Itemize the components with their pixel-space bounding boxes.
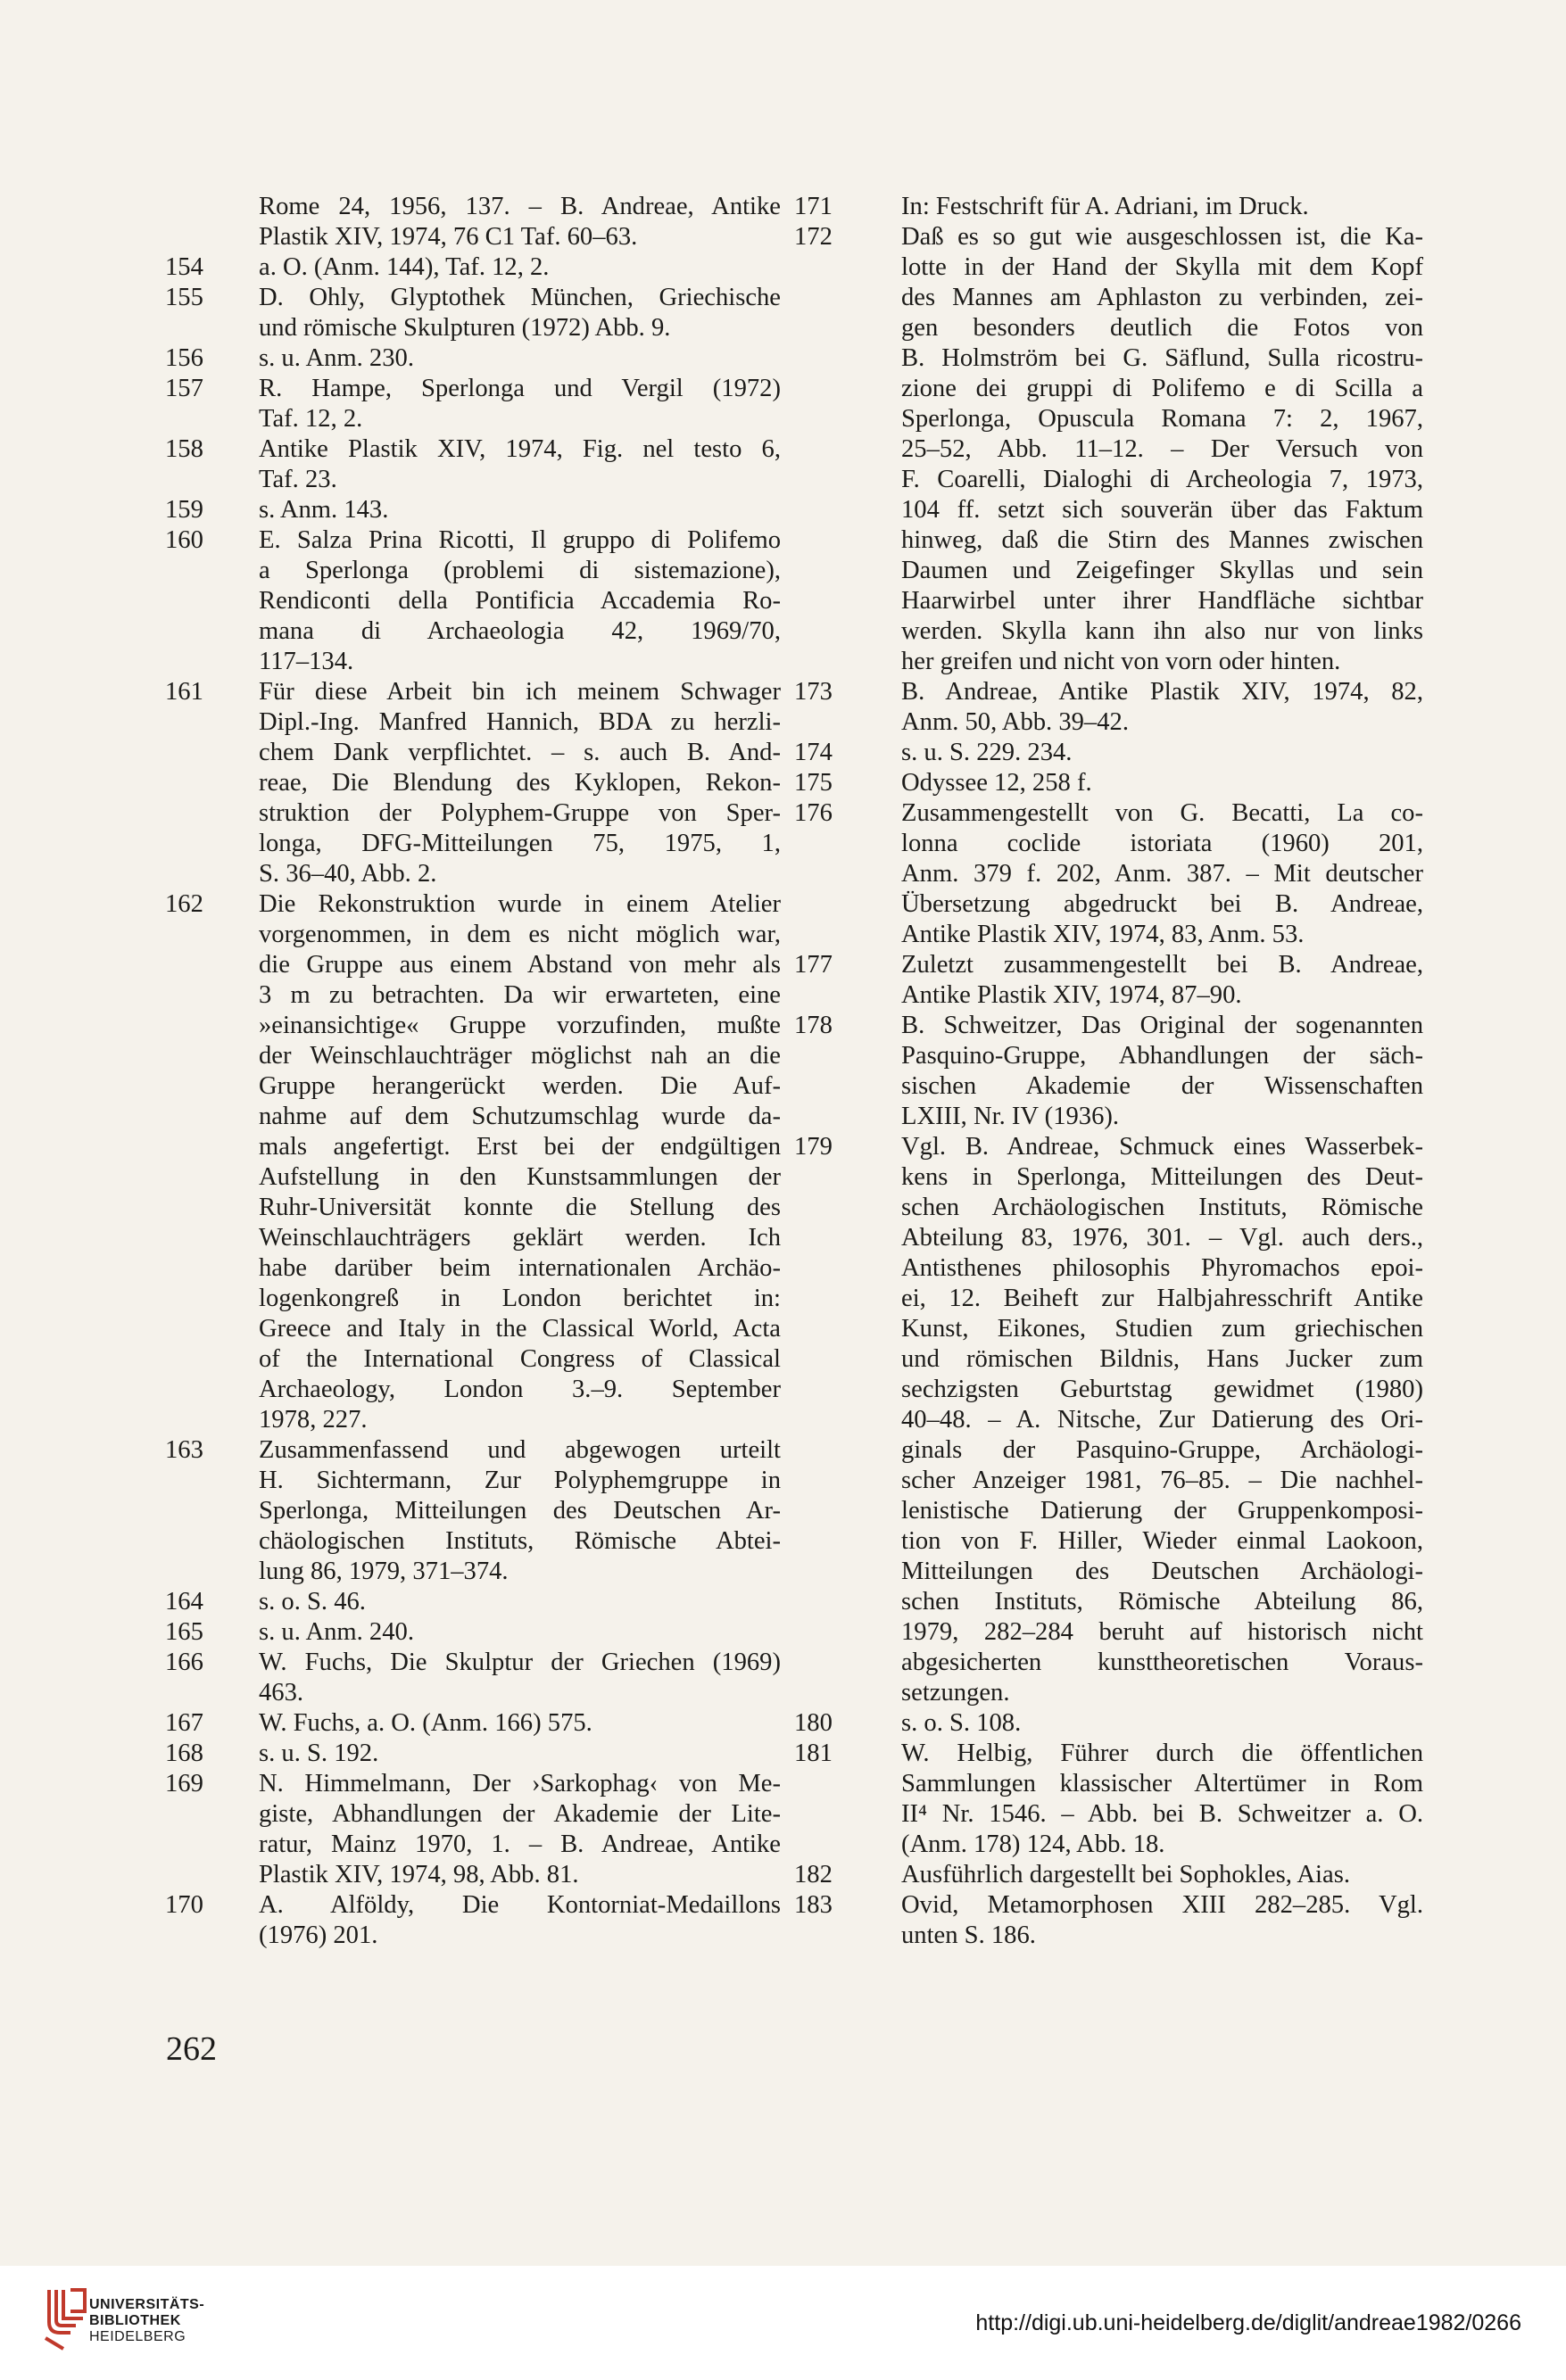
footnote-number: 165 [165,1618,203,1646]
ub-heidelberg-logo-icon [40,2286,90,2351]
footnote-text [901,798,1423,950]
footnote [794,1011,1423,1132]
footnote-text [901,1132,1423,1708]
footnote-number: 176 [794,799,833,827]
footnote-line: F. Coarelli, Dialoghi di Archeologia 7, 1973, [901,466,1423,493]
footnote-text [901,677,1423,738]
source-url[interactable]: http://digi.ub.uni-heidelberg.de/diglit/andreae1982/0266 [975,2310,1521,2335]
footnote-text [259,525,781,677]
footnote-line: Antike Plastik XIV, 1974, Fig. nel testo 6, [259,435,781,463]
footnote-line: tion von F. Hiller, Wieder einmal Laokoon, [901,1527,1423,1555]
library-line-1: UNIVERSITÄTS- [89,2297,205,2312]
footnote [794,1860,1423,1890]
footnote-line: Zuletzt zusammengestellt bei B. Andreae, [901,951,1423,979]
footnote-line: sechzigsten Geburtstag gewidmet (1980) [901,1376,1423,1403]
footnote-number: 157 [165,375,203,402]
footnote-line: ratur, Mainz 1970, 1. – B. Andreae, Antike [259,1830,781,1858]
footnote-number: 177 [794,951,833,979]
footnote [794,798,1423,950]
footnote-line: scher Anzeiger 1981, 76–85. – Die nachhel- [901,1467,1423,1494]
footnote-text [901,192,1423,222]
footnote-line: werden. Skylla kann ihn also nur von links [901,617,1423,645]
footnote-line: In: Festschrift für A. Adriani, im Druck. [901,193,1309,220]
footnote-number: 163 [165,1436,203,1464]
footnote-line: ginals der Pasquino-Gruppe, Archäologi- [901,1436,1423,1464]
footnote-line: Antike Plastik XIV, 1974, 87–90. [901,981,1242,1009]
footnote [165,525,781,677]
footnote [165,1890,781,1951]
footnote [794,222,1423,677]
footnote-line: struktion der Polyphem-Gruppe von Sper- [259,799,781,827]
footnote-line: a. O. (Anm. 144), Taf. 12, 2. [259,253,550,281]
footnote-line: schen Instituts, Römische Abteilung 86, [901,1588,1423,1616]
footnote [794,1890,1423,1951]
footnote [794,1132,1423,1708]
footnote-number: 172 [794,223,833,251]
footnote-text [259,677,781,889]
footnote-line: zione dei gruppi di Polifemo e di Scilla a [901,375,1423,402]
footnote-line: gen besonders deutlich die Fotos von [901,314,1423,342]
footnote-text [901,1011,1423,1132]
library-name [89,2297,204,2345]
footnote-line: vorgenommen, in dem es nicht möglich war, [259,921,781,948]
footnote-number: 181 [794,1740,833,1767]
footnote-line: Rome 24, 1956, 137. – B. Andreae, Antike [259,193,781,220]
footnote-line: Sammlungen klassischer Altertümer in Rom [901,1770,1423,1797]
footnote-text [259,1739,781,1769]
footnote-line: lotte in der Hand der Skylla mit dem Kopf [901,253,1423,281]
footnote-line: Archaeology, London 3.–9. September [259,1376,781,1403]
footnote [165,1708,781,1739]
footnote-line: B. Andreae, Antike Plastik XIV, 1974, 82, [901,678,1423,706]
footnote-line: hinweg, daß die Stirn des Mannes zwischen [901,526,1423,554]
footnote-line: Anm. 379 f. 202, Anm. 387. – Mit deutscher [901,860,1423,888]
footnote-line: lonna coclide istoriata (1960) 201, [901,830,1423,857]
footnote-line: Antisthenes philosophis Phyromachos epoi- [901,1254,1423,1282]
footnote-text [901,1739,1423,1860]
footnote [794,1739,1423,1860]
footnote-line: A. Alföldy, Die Kontorniat-Medaillons [259,1891,781,1919]
footnote-line: chäologischen Instituts, Römische Abtei- [259,1527,781,1555]
footnote-text [259,252,781,283]
footnote-line: Zusammengestellt von G. Becatti, La co- [901,799,1423,827]
footnote-line: chem Dank verpflichtet. – s. auch B. And- [259,739,781,766]
footnote-line: Abteilung 83, 1976, 301. – Vgl. auch ders., [901,1224,1423,1252]
footnote-line: D. Ohly, Glyptothek München, Griechische [259,284,781,311]
footnote-line: of the International Congress of Classical [259,1345,781,1373]
footnote [165,434,781,495]
footnote-text [901,1890,1423,1951]
footnote-line: W. Fuchs, a. O. (Anm. 166) 575. [259,1709,592,1737]
footnote-line: der Weinschlauchträger möglichst nah an die [259,1042,781,1070]
footnote-number: 175 [794,769,833,797]
footnote-line: s. Anm. 143. [259,496,389,524]
footnote-number: 179 [794,1133,833,1161]
footnote [794,677,1423,738]
footnote-text [259,192,781,252]
footnote-number: 158 [165,435,203,463]
footnote-line: logenkongreß in London berichtet in: [259,1285,781,1312]
footnote-number: 173 [794,678,833,706]
footnote-line: 104 ff. setzt sich souverän über das Faktum [901,496,1423,524]
footnote [165,192,781,252]
footnote [165,343,781,374]
footnote-number: 169 [165,1770,203,1797]
footnote-number: 154 [165,253,203,281]
footnote [165,1587,781,1617]
footnote-number: 155 [165,284,203,311]
footnote-line: setzungen. [901,1679,1010,1706]
footnote-line: giste, Abhandlungen der Akademie der Lite- [259,1800,781,1828]
footnote-line: Anm. 50, Abb. 39–42. [901,708,1129,736]
footnote-text [259,1708,781,1739]
footnote-line: II⁴ Nr. 1546. – Abb. bei B. Schweitzer a. O. [901,1800,1423,1828]
left-notes-column [165,192,781,1951]
footnote-line: Pasquino-Gruppe, Abhandlungen der säch- [901,1042,1423,1070]
footnote-text [901,738,1423,768]
footnote-line: und römischen Bildnis, Hans Jucker zum [901,1345,1423,1373]
footnote-text [901,1708,1423,1739]
footnote [165,1769,781,1890]
footnote [165,283,781,343]
footnote-text [259,1587,781,1617]
footnote-line: lenistische Datierung der Gruppenkomposi- [901,1497,1423,1525]
footnote-line: 117–134. [259,648,354,675]
page-number: 262 [166,2030,217,2068]
footnote-text [259,434,781,495]
footnote-text [259,889,781,1435]
footnote-number: 156 [165,344,203,372]
footnote-number: 161 [165,678,203,706]
footnote-line: s. u. Anm. 230. [259,344,414,372]
footnote-text [259,1769,781,1890]
footnote-line: longa, DFG-Mitteilungen 75, 1975, 1, [259,830,781,857]
footnote-line: Daumen und Zeigefinger Skyllas und sein [901,557,1423,584]
footnote [165,1648,781,1708]
footnote-line: Rendiconti della Pontificia Accademia Ro- [259,587,781,615]
footnote-line: Aufstellung in den Kunstsammlungen der [259,1163,781,1191]
footnote-line: W. Fuchs, Die Skulptur der Griechen (1969) [259,1649,781,1676]
footnote-number: 182 [794,1861,833,1888]
right-notes-column [794,192,1423,1951]
footnote-text [901,1860,1423,1890]
footnote-line: Weinschlauchträgers geklärt werden. Ich [259,1224,781,1252]
footnote-text [259,283,781,343]
footnote [794,192,1423,222]
footnote [165,677,781,889]
footnote-line: Plastik XIV, 1974, 98, Abb. 81. [259,1861,579,1888]
footnote-line: 1978, 227. [259,1406,368,1434]
footnote-line: Dipl.-Ing. Manfred Hannich, BDA zu herzli- [259,708,781,736]
footnote-line: kens in Sperlonga, Mitteilungen des Deut- [901,1163,1423,1191]
footnote-line: B. Holmström bei G. Säflund, Sulla ricostru- [901,344,1423,372]
footnote-line: 3 m zu betrachten. Da wir erwarteten, eine [259,981,781,1009]
footnote-number: 174 [794,739,833,766]
footnote-line: Daß es so gut wie ausgeschlossen ist, die Ka- [901,223,1423,251]
footnote-number: 178 [794,1012,833,1039]
footnote-line: habe darüber beim internationalen Archäo- [259,1254,781,1282]
footnote-line: a Sperlonga (problemi di sistemazione), [259,557,781,584]
library-line-3: HEIDELBERG [89,2329,186,2344]
footnote-line: Antike Plastik XIV, 1974, 83, Anm. 53. [901,921,1305,948]
footnote-number: 162 [165,890,203,918]
footnote-line: Sperlonga, Mitteilungen des Deutschen Ar- [259,1497,781,1525]
footnote-text [259,495,781,525]
footnote-line: s. o. S. 46. [259,1588,366,1616]
footnote-line: und römische Skulpturen (1972) Abb. 9. [259,314,671,342]
footnote-text [259,1435,781,1587]
footnote-line: Kunst, Eikones, Studien zum griechischen [901,1315,1423,1343]
footnote-line: s. u. S. 229. 234. [901,739,1073,766]
footnote-line: Ruhr-Universität konnte die Stellung des [259,1194,781,1221]
library-line-2: BIBLIOTHEK [89,2313,181,2328]
footnote-line: Taf. 23. [259,466,337,493]
footnote-line: E. Salza Prina Ricotti, Il gruppo di Polifemo [259,526,781,554]
footnote-line: Odyssee 12, 258 f. [901,769,1092,797]
footnote [165,889,781,1435]
footnote-line: die Gruppe aus einem Abstand von mehr als [259,951,781,979]
footnote-line: unten S. 186. [901,1921,1036,1949]
footnote-text [259,374,781,434]
footnote [794,768,1423,798]
footnote-line: W. Helbig, Führer durch die öffentlichen [901,1740,1423,1767]
footnote-text [901,950,1423,1011]
footnote-number: 160 [165,526,203,554]
footnote [794,950,1423,1011]
footnote [165,495,781,525]
footnote-number: 164 [165,1588,203,1616]
footnote [165,1435,781,1587]
footnote-line: abgesicherten kunsttheoretischen Voraus- [901,1649,1423,1676]
footnote-line: H. Sichtermann, Zur Polyphemgruppe in [259,1467,781,1494]
footnote-line: 1979, 282–284 beruht auf historisch nicht [901,1618,1423,1646]
footnote-line: s. o. S. 108. [901,1709,1022,1737]
footnote-number: 180 [794,1709,833,1737]
footnote-text [259,1890,781,1951]
footnote-text [259,1617,781,1648]
footnote-line: Für diese Arbeit bin ich meinem Schwager [259,678,781,706]
footnote-line: Taf. 12, 2. [259,405,363,433]
footnote-line: Ovid, Metamorphosen XIII 282–285. Vgl. [901,1891,1423,1919]
footnote-line: schen Archäologischen Instituts, Römische [901,1194,1423,1221]
footnote [794,738,1423,768]
footnote-line: Gruppe herangerückt werden. Die Auf- [259,1072,781,1100]
footnote-text [259,343,781,374]
footnote-line: Greece and Italy in the Classical World, Acta [259,1315,781,1343]
footnote-line: 25–52, Abb. 11–12. – Der Versuch von [901,435,1423,463]
footnote-line: 40–48. – A. Nitsche, Zur Datierung des Ori- [901,1406,1423,1434]
footnote-line: (1976) 201. [259,1921,378,1949]
footnote-line: reae, Die Blendung des Kyklopen, Rekon- [259,769,781,797]
footnote [794,1708,1423,1739]
footnote-line: Plastik XIV, 1974, 76 C1 Taf. 60–63. [259,223,638,251]
footnote-line: des Mannes am Aphlaston zu verbinden, zei- [901,284,1423,311]
footnote-line: s. u. Anm. 240. [259,1618,414,1646]
footnote-line: her greifen und nicht von vorn oder hinten. [901,648,1341,675]
footnote-line: Sperlonga, Opuscula Romana 7: 2, 1967, [901,405,1423,433]
footnote-number: 183 [794,1891,833,1919]
footnote [165,1617,781,1648]
footnote-line: Mitteilungen des Deutschen Archäologi- [901,1558,1423,1585]
footnote-line: Die Rekonstruktion wurde in einem Atelier [259,890,781,918]
footnote-line: s. u. S. 192. [259,1740,379,1767]
footnote-line: ei, 12. Beiheft zur Halbjahresschrift Antike [901,1285,1423,1312]
footnote-line: Übersetzung abgedruckt bei B. Andreae, [901,890,1423,918]
footnote-text [901,222,1423,677]
footnote [165,252,781,283]
footnote-number: 171 [794,193,833,220]
footnote-text [259,1648,781,1708]
footnote-line: »einansichtige« Gruppe vorzufinden, mußte [259,1012,781,1039]
footnote-line: Zusammenfassend und abgewogen urteilt [259,1436,781,1464]
footnote-line: sischen Akademie der Wissenschaften [901,1072,1423,1100]
footnote [165,374,781,434]
footnote-text [901,768,1423,798]
footnote-number: 166 [165,1649,203,1676]
footnote-line: Haarwirbel unter ihrer Handfläche sichtbar [901,587,1423,615]
footnote [165,1739,781,1769]
footnote-line: 463. [259,1679,304,1706]
footnote-line: S. 36–40, Abb. 2. [259,860,437,888]
footnote-line: R. Hampe, Sperlonga und Vergil (1972) [259,375,781,402]
footnote-number: 170 [165,1891,203,1919]
footnote-line: lung 86, 1979, 371–374. [259,1558,509,1585]
footnote-line: LXIII, Nr. IV (1936). [901,1103,1120,1130]
footnote-line: Ausführlich dargestellt bei Sophokles, Aias. [901,1861,1350,1888]
footnote-line: nahme auf dem Schutzumschlag wurde da- [259,1103,781,1130]
footnote-number: 167 [165,1709,203,1737]
footnote-line: (Anm. 178) 124, Abb. 18. [901,1830,1165,1858]
footnote-line: mana di Archaeologia 42, 1969/70, [259,617,781,645]
footnote-line: N. Himmelmann, Der ›Sarkophag‹ von Me- [259,1770,781,1797]
footnote-number: 159 [165,496,203,524]
footnote-line: B. Schweitzer, Das Original der sogenannten [901,1012,1423,1039]
footnote-line: Vgl. B. Andreae, Schmuck eines Wasserbek- [901,1133,1423,1161]
footnote-number: 168 [165,1740,203,1767]
footnote-line: mals angefertigt. Erst bei der endgültigen [259,1133,781,1161]
